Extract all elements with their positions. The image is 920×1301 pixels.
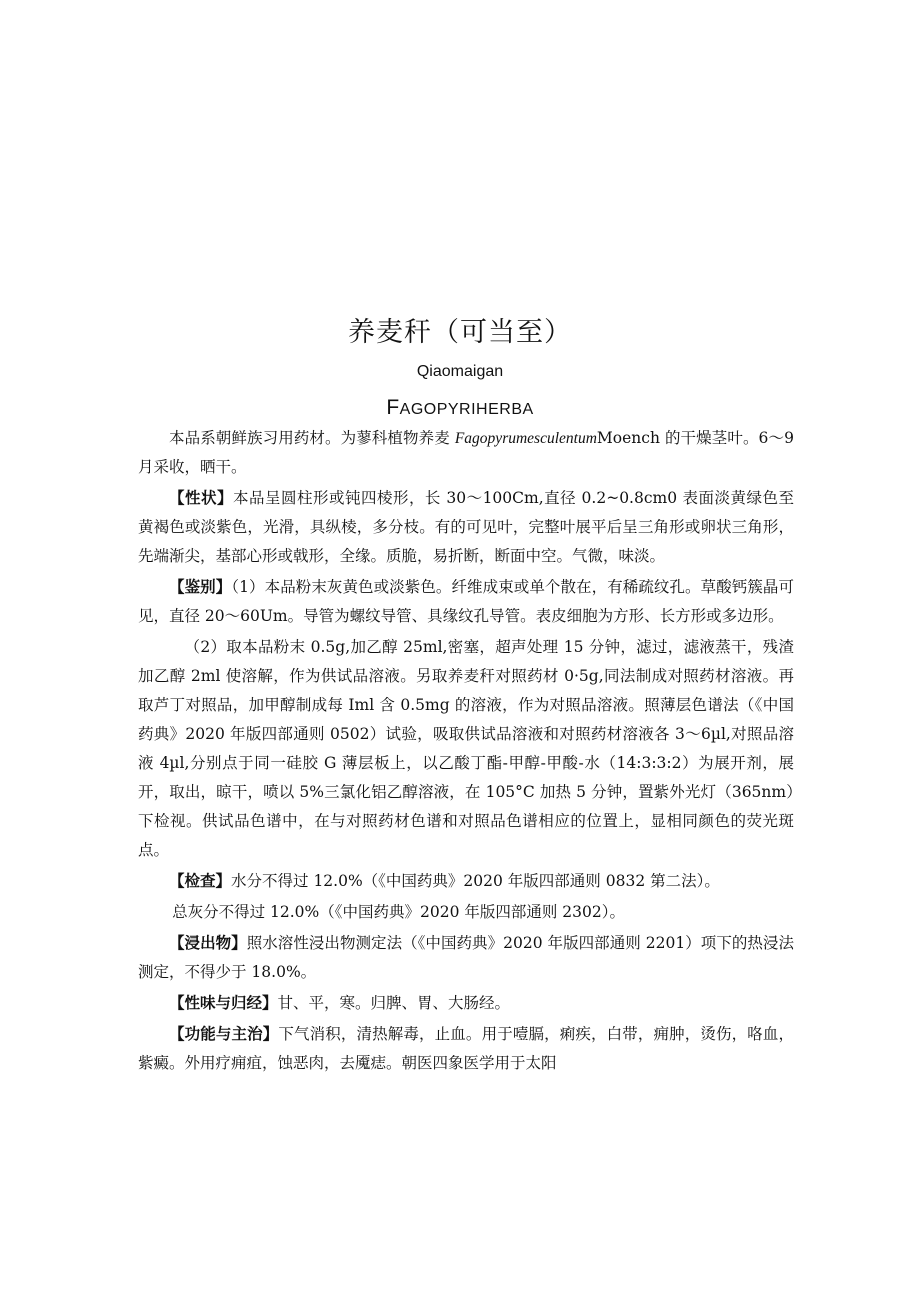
section-heading: 【性味与归经】 — [169, 994, 278, 1012]
section-text: 下气消积，清热解毒，止血。用于噎膈，痢疾，白带，痈肿，烫伤，咯血，紫癜。外用疗痈疽，蚀恶肉，去魇痣。朝医四象医学用于太阳 — [138, 1025, 794, 1072]
section-heading: 【功能与主治】 — [169, 1025, 279, 1043]
intro-text-a: 本品系朝鲜族习用药材。为蓼科植物养麦 — [169, 429, 450, 447]
section-heading: 【鉴别】 — [169, 578, 232, 596]
latin-name — [0, 394, 920, 424]
section-identification-tlc — [138, 633, 794, 865]
document-body — [138, 424, 794, 1080]
section-text: 本品呈圆柱形或钝四棱形，长 30～100Cm,直径 0.2~0.8cm0 表面淡黄绿色至黄褐色或淡紫色，光滑，具纵棱，多分枝。有的可见叶，完整叶展平后呈三角形或卵状三角形，先端渐尖，基部心形或戟形，全缘。质脆，易折断，断面中空。气微，味淡。 — [138, 489, 794, 565]
species-name: Fagopyrumesculentum — [454, 430, 597, 447]
section-nature-meridian — [138, 989, 794, 1018]
section-heading: 【性状】 — [169, 489, 233, 507]
latin-name-initial: F — [386, 396, 400, 419]
section-inspection — [138, 867, 794, 896]
section-text: （2）取本品粉末 0.5g,加乙醇 25ml,密塞，超声处理 15 分钟，滤过，滤液蒸干，残渣加乙醇 2ml 使溶解，作为供试品溶液。另取养麦秆对照药材 0·5g,同法制成对照药材溶液。再取芦丁对照品，加甲醇制成每 Iml 含 0.5mg 的溶液，作为对照品溶液。照薄层色谱法（《中国药典》2020 年版四部通则 0502）试验，吸取供试品溶液和对照药材溶液各 3～6µl,对照品溶液 4µl,分别点于同一硅胶 G 薄层板上，以乙酸丁酯-甲醇-甲酸-水（14:3:3:2）为展开剂，展开，取出，晾干，喷以 5%三氯化铝乙醇溶液，在 105°C 加热 5 分钟，置紫外光灯（365nm）下检视。供试品色谱中，在与对照药材色谱和对照品色谱相应的位置上，显相同颜色的荧光斑点。 — [138, 638, 794, 859]
section-text: 照水溶性浸出物测定法（《中国药典》2020 年版四部通则 2201）项下的热浸法测定，不得少于 18.0%。 — [138, 934, 794, 981]
pinyin-name: Qiaomaigan — [416, 363, 504, 380]
section-total-ash — [138, 898, 794, 927]
latin-name-rest: AGOPYRIHERBA — [399, 401, 534, 418]
document-title: 养麦秆（可当至） — [348, 317, 572, 348]
intro-paragraph — [138, 424, 794, 482]
section-text: 总灰分不得过 12.0%（《中国药典》2020 年版四部通则 2302）。 — [172, 903, 626, 921]
section-functions — [138, 1020, 794, 1078]
section-extract — [138, 929, 794, 987]
section-text: （1）本品粉末灰黄色或淡紫色。纤维成束或单个散在，有稀疏纹孔。草酸钙簇晶可见，直径 20～60Um。导管为螺纹导管、具缘纹孔导管。表皮细胞为方形、长方形或多边形。 — [138, 578, 794, 625]
section-heading: 【浸出物】 — [169, 934, 247, 952]
section-characteristics — [138, 484, 794, 571]
section-text: 水分不得过 12.0%（《中国药典》2020 年版四部通则 0832 第二法）。 — [231, 872, 720, 890]
section-heading: 【检查】 — [169, 872, 232, 890]
intro-text-b: Moench 的干燥茎叶。6～9 月采收，晒干。 — [138, 429, 794, 476]
section-identification — [138, 573, 794, 631]
section-text: 甘、平，寒。归脾、胃、大肠经。 — [277, 994, 511, 1012]
